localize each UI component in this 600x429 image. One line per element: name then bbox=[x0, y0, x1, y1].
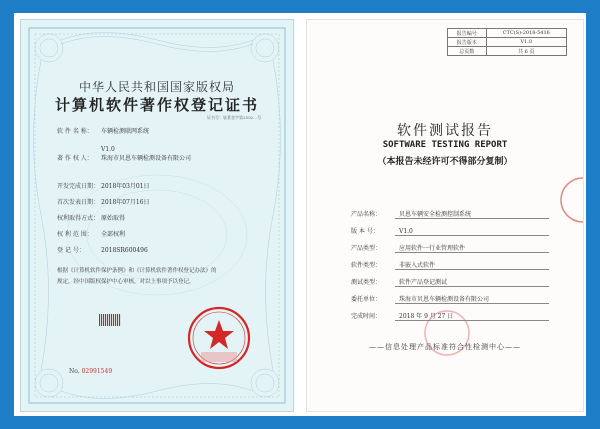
field-acquisition-method: 权利取得方式： 原始取得 bbox=[57, 215, 126, 222]
certificate-title: 计算机软件著作权登记证书 bbox=[54, 96, 259, 114]
report-field-test-type: 测试类型： 软件产品登记测试 bbox=[351, 277, 549, 287]
field-registration-no: 登 记 号： 2018SR600496 bbox=[57, 247, 148, 254]
copyright-certificate bbox=[20, 19, 294, 412]
statement-line-1: 根据《计算机软件保护条例》和《计算机软件著作权登记办法》的 bbox=[57, 268, 217, 274]
issuer-heading: 中华人民共和国国家版权局 bbox=[78, 80, 235, 94]
report-field-software-type: 软件类型： 非嵌入式软件 bbox=[351, 260, 549, 270]
certificate-number: 证书号：软著登字第2592…号 bbox=[207, 115, 262, 120]
table-row: 总页数 共 6 页 bbox=[448, 47, 567, 56]
report-field-completion-date: 完成时间： 2018 年 9 月 27 日 bbox=[351, 311, 549, 321]
barcode-icon bbox=[99, 314, 121, 326]
table-row: 报告编号 CTC(S)-2018-5416 bbox=[448, 29, 567, 38]
serial-number: No. 02991549 bbox=[69, 368, 113, 375]
report-subtitle: （本报告未经许可不得部分复制） bbox=[377, 157, 513, 167]
report-field-product-name: 产品名称： 贝恩车辆安全检测控制系统 bbox=[351, 209, 549, 219]
field-dev-date: 开发完成日期： 2018年03月01日 bbox=[57, 183, 150, 190]
report-info-table bbox=[447, 28, 567, 56]
report-field-product-type: 产品类型： 应用软件一行业管理软件 bbox=[351, 243, 549, 253]
report-title: 软件测试报告 bbox=[397, 123, 493, 139]
field-rights-scope: 权 利 范 围： 全部权利 bbox=[57, 231, 126, 238]
statement-line-2: 规定，经中国版权保护中心审核，对以上事项予以登记。 bbox=[57, 279, 195, 285]
field-software-version: V1.0 bbox=[101, 146, 115, 153]
report-field-client: 委托单位： 珠海市贝恩车辆检测设备有限公司 bbox=[351, 294, 549, 304]
report-title-english: SOFTWARE TESTING REPORT bbox=[382, 140, 508, 150]
table-row: 报告版本 V1.0 bbox=[448, 38, 567, 47]
official-seal-icon bbox=[189, 308, 249, 368]
report-footer: ——信息处理产品标准符合性检测中心—— bbox=[369, 343, 521, 351]
side-stamp-icon bbox=[559, 170, 583, 230]
field-publish-date: 首次发表日期： 2018年07月16日 bbox=[57, 199, 150, 206]
testing-report-cover bbox=[306, 19, 584, 412]
field-software-name: 软 件 名 称： 车辆检测联网系统 bbox=[57, 128, 150, 135]
report-field-version: 版 本 号： V1.0 bbox=[351, 226, 549, 236]
field-copyright-owner: 著 作 权 人： 珠海市贝恩车辆检测设备有限公司 bbox=[57, 155, 192, 162]
